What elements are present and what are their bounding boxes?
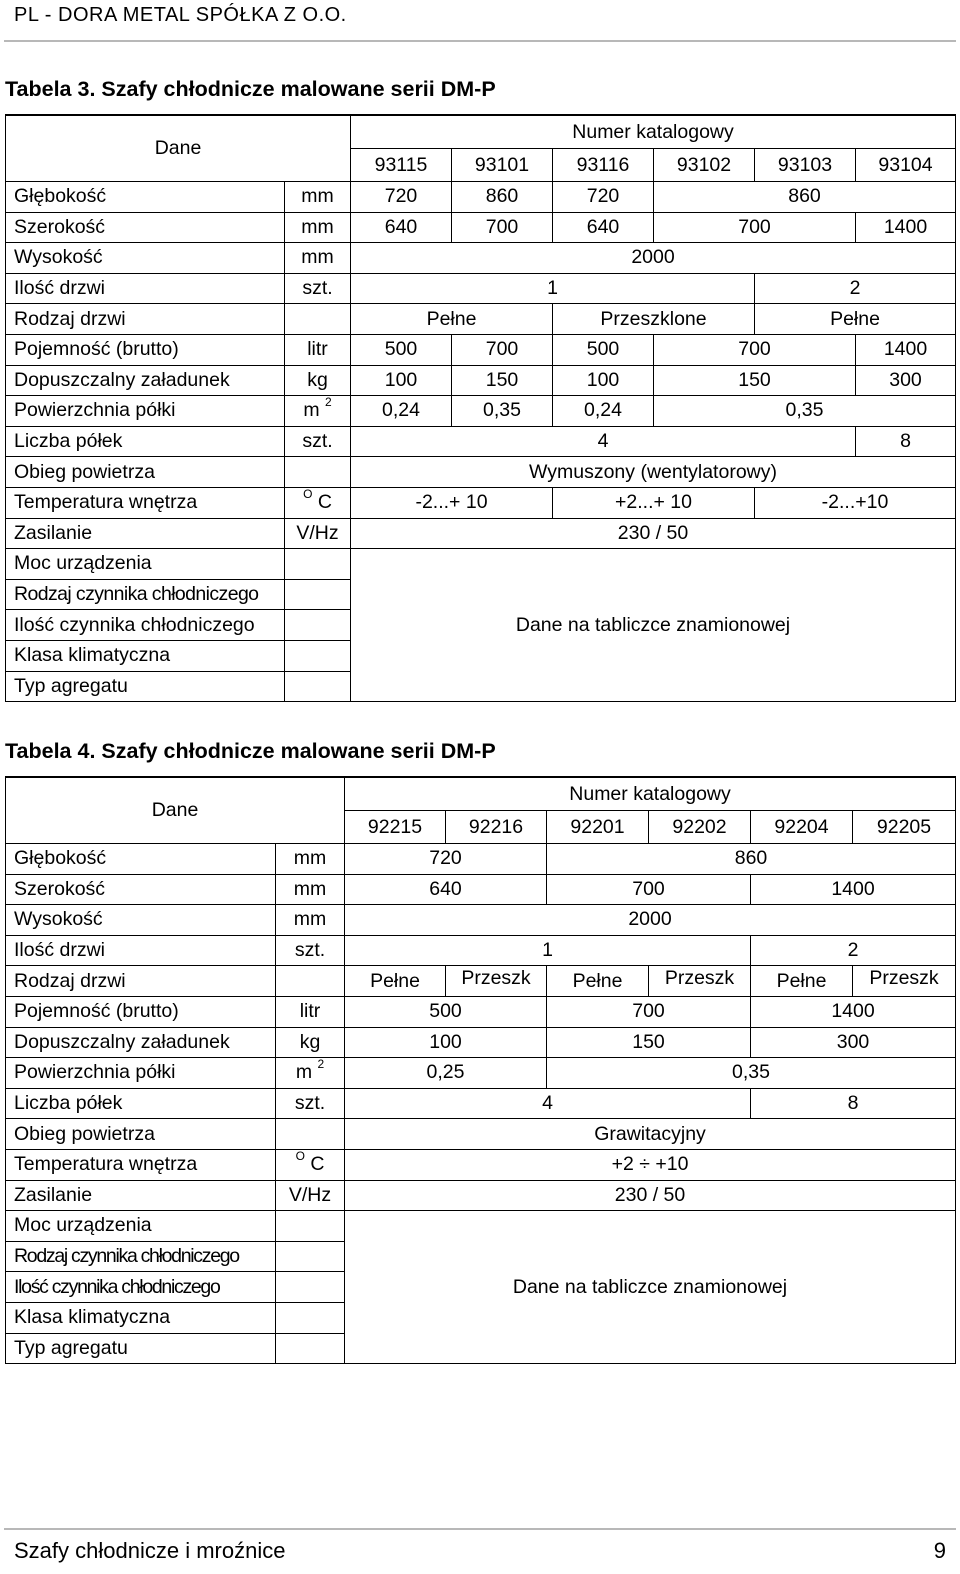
table-row — [6, 1119, 956, 1150]
table-cell: 1400 — [751, 874, 956, 905]
table-row — [6, 1211, 956, 1242]
table-cell: 1400 — [751, 996, 956, 1027]
footer-title: Szafy chłodnicze i mroźnice — [14, 1538, 286, 1563]
row-label: Szerokość — [6, 212, 285, 243]
row-unit: kg — [285, 365, 351, 396]
row-label: Typ agregatu — [6, 1333, 276, 1364]
table-row — [6, 966, 956, 997]
row-label: Temperatura wnętrza — [6, 1149, 276, 1180]
table-cell: 0,35 — [654, 396, 956, 427]
catalog-number: 93116 — [553, 149, 654, 182]
row-unit: mm — [285, 243, 351, 274]
table-cell: Pełne — [351, 304, 553, 335]
row-label: Głębokość — [6, 182, 285, 213]
row-label: Obieg powietrza — [6, 1119, 276, 1150]
table-row — [6, 212, 956, 243]
row-label: Rodzaj drzwi — [6, 304, 285, 335]
row-label: Powierzchnia półki — [6, 1058, 276, 1089]
table-row — [6, 549, 956, 580]
row-unit: mm — [276, 905, 345, 936]
page-number: 9 — [933, 1538, 946, 1563]
row-unit — [285, 549, 351, 580]
table-cell: 2 — [751, 935, 956, 966]
row-label: Klasa klimatyczna — [6, 1302, 276, 1333]
truncated-text: Przeszk — [461, 966, 531, 989]
table-cell: 640 — [345, 874, 547, 905]
table-cell: 100 — [553, 365, 654, 396]
nameplate-note: Dane na tabliczce znamionowej — [351, 549, 956, 702]
table-cell: 700 — [654, 212, 856, 243]
table-row — [6, 905, 956, 936]
row-label: Pojemność (brutto) — [6, 334, 285, 365]
row-label: Zasilanie — [6, 518, 285, 549]
row-unit: mm — [285, 212, 351, 243]
table-row — [6, 182, 956, 213]
row-label: Dopuszczalny załadunek — [6, 365, 285, 396]
table-cell: 2 — [755, 273, 956, 304]
row-label: Powierzchnia półki — [6, 396, 285, 427]
row-label: Rodzaj czynnika chłodniczego — [6, 1241, 276, 1272]
table-cell: Pełne — [755, 304, 956, 335]
row-unit — [285, 610, 351, 641]
table-cell: 1 — [351, 273, 755, 304]
row-label: Wysokość — [6, 905, 276, 936]
row-unit — [285, 304, 351, 335]
catalog-number-header: Numer katalogowy — [351, 115, 956, 149]
row-unit: mm — [285, 182, 351, 213]
nameplate-note: Dane na tabliczce znamionowej — [345, 1211, 956, 1364]
table-cell: 100 — [351, 365, 452, 396]
row-unit — [276, 1272, 345, 1303]
row-label: Rodzaj drzwi — [6, 966, 276, 997]
catalog-number: 92202 — [649, 811, 751, 844]
degree-superscript: O — [303, 487, 313, 502]
row-label: Klasa klimatyczna — [6, 640, 285, 671]
row-unit: mm — [276, 844, 345, 875]
row-unit: litr — [276, 996, 345, 1027]
table-row — [6, 1149, 956, 1180]
header-divider — [4, 40, 956, 42]
table4-caption: Tabela 4. Szafy chłodnicze malowane serii DM-P — [5, 739, 496, 763]
catalog-number: 93102 — [654, 149, 755, 182]
table-row — [6, 243, 956, 274]
table-cell: 1400 — [856, 334, 956, 365]
row-unit — [285, 579, 351, 610]
row-unit — [285, 640, 351, 671]
table-row — [6, 396, 956, 427]
table-cell: 150 — [452, 365, 553, 396]
row-label: Obieg powietrza — [6, 457, 285, 488]
row-unit: szt. — [276, 1088, 345, 1119]
table-cell: 300 — [856, 365, 956, 396]
row-label: Typ agregatu — [6, 671, 285, 702]
company-name: PL - DORA METAL SPÓŁKA Z O.O. — [14, 4, 347, 26]
table-cell: 2000 — [351, 243, 956, 274]
table-cell: 2000 — [345, 905, 956, 936]
row-label: Temperatura wnętrza — [6, 487, 285, 518]
row-unit: szt. — [285, 426, 351, 457]
table-row — [6, 115, 956, 149]
catalog-number: 93103 — [755, 149, 856, 182]
row-unit: V/Hz — [276, 1180, 345, 1211]
row-unit — [285, 487, 351, 518]
table-cell: 860 — [547, 844, 956, 875]
table-cell: 500 — [345, 996, 547, 1027]
row-label: Ilość drzwi — [6, 273, 285, 304]
row-label: Moc urządzenia — [6, 1211, 276, 1242]
table-cell: 150 — [654, 365, 856, 396]
catalog-number: 93101 — [452, 149, 553, 182]
table-row — [6, 304, 956, 335]
table-row — [6, 273, 956, 304]
row-unit: szt. — [276, 935, 345, 966]
unit-superscript: 2 — [317, 1057, 325, 1072]
row-label: Moc urządzenia — [6, 549, 285, 580]
table-row — [6, 996, 956, 1027]
truncated-text: Przeszk — [869, 966, 939, 989]
row-unit — [276, 1119, 345, 1150]
table-cell: 0,24 — [553, 396, 654, 427]
table-cell: 8 — [856, 426, 956, 457]
row-label: Wysokość — [6, 243, 285, 274]
table-cell: 640 — [553, 212, 654, 243]
table-cell: 8 — [751, 1088, 956, 1119]
row-unit — [276, 966, 345, 997]
table-cell: Grawitacyjny — [345, 1119, 956, 1150]
table-cell: 700 — [452, 212, 553, 243]
unit-text: C — [317, 491, 332, 514]
table-cell: 860 — [654, 182, 956, 213]
table-cell: 300 — [751, 1027, 956, 1058]
row-unit — [285, 396, 351, 427]
table-cell: Pełne — [345, 966, 446, 997]
table-cell: 0,24 — [351, 396, 452, 427]
table-cell: 4 — [351, 426, 856, 457]
catalog-number-header: Numer katalogowy — [345, 777, 956, 811]
table-cell: 0,25 — [345, 1058, 547, 1089]
table3 — [5, 114, 956, 702]
table-cell: 100 — [345, 1027, 547, 1058]
row-unit: kg — [276, 1027, 345, 1058]
catalog-number: 92215 — [345, 811, 446, 844]
table-cell: 150 — [547, 1027, 751, 1058]
table-cell: 720 — [553, 182, 654, 213]
table-cell: 640 — [351, 212, 452, 243]
table-cell: 0,35 — [547, 1058, 956, 1089]
table4 — [5, 776, 956, 1364]
catalog-number: 93115 — [351, 149, 452, 182]
table-cell: 230 / 50 — [351, 518, 956, 549]
table-row — [6, 1027, 956, 1058]
truncated-text: Przeszk — [664, 966, 735, 989]
table-cell: 700 — [547, 996, 751, 1027]
table-cell: Wymuszony (wentylatorowy) — [351, 457, 956, 488]
table-row — [6, 874, 956, 905]
row-label: Zasilanie — [6, 1180, 276, 1211]
table-row — [6, 844, 956, 875]
table-row — [6, 935, 956, 966]
table-cell: 720 — [351, 182, 452, 213]
unit-text: m — [295, 1061, 313, 1084]
unit-text: m — [303, 399, 320, 422]
table-cell: 4 — [345, 1088, 751, 1119]
table-row — [6, 426, 956, 457]
table-cell: +2 ÷ +10 — [345, 1149, 956, 1180]
table-cell: 700 — [452, 334, 553, 365]
table-row — [6, 1058, 956, 1089]
dane-header: Dane — [6, 777, 345, 844]
row-unit: V/Hz — [285, 518, 351, 549]
table-row — [6, 1180, 956, 1211]
catalog-number: 93104 — [856, 149, 956, 182]
table-cell — [649, 966, 751, 997]
table-cell: 700 — [547, 874, 751, 905]
unit-superscript: 2 — [324, 395, 332, 410]
table-row — [6, 518, 956, 549]
row-unit — [276, 1149, 345, 1180]
footer-divider — [4, 1528, 956, 1530]
table-cell: Przeszklone — [553, 304, 755, 335]
table-cell: -2...+ 10 — [351, 487, 553, 518]
table-row — [6, 487, 956, 518]
row-unit: szt. — [285, 273, 351, 304]
row-unit — [276, 1241, 345, 1272]
table-cell: Pełne — [547, 966, 649, 997]
table-cell: Pełne — [751, 966, 853, 997]
row-label: Ilość czynnika chłodniczego — [6, 610, 285, 641]
table-cell: 860 — [452, 182, 553, 213]
row-unit: mm — [276, 874, 345, 905]
row-label: Rodzaj czynnika chłodniczego — [6, 579, 285, 610]
table-row — [6, 777, 956, 811]
table-row — [6, 334, 956, 365]
catalog-number: 92201 — [547, 811, 649, 844]
catalog-number: 92216 — [446, 811, 547, 844]
row-unit: litr — [285, 334, 351, 365]
row-label: Ilość czynnika chłodniczego — [6, 1272, 276, 1303]
table-cell: 230 / 50 — [345, 1180, 956, 1211]
catalog-number: 92205 — [853, 811, 956, 844]
table-cell — [446, 966, 547, 997]
table-cell: +2...+ 10 — [553, 487, 755, 518]
table-cell: 720 — [345, 844, 547, 875]
row-unit — [276, 1058, 345, 1089]
row-label: Głębokość — [6, 844, 276, 875]
row-unit — [276, 1211, 345, 1242]
table-cell: 500 — [553, 334, 654, 365]
table-cell: 700 — [654, 334, 856, 365]
row-unit — [276, 1302, 345, 1333]
table-cell: -2...+10 — [755, 487, 956, 518]
row-label: Szerokość — [6, 874, 276, 905]
row-label: Dopuszczalny załadunek — [6, 1027, 276, 1058]
row-unit — [285, 457, 351, 488]
table-cell: 0,35 — [452, 396, 553, 427]
row-unit — [276, 1333, 345, 1364]
row-label: Pojemność (brutto) — [6, 996, 276, 1027]
table-row — [6, 1088, 956, 1119]
row-label: Liczba półek — [6, 1088, 276, 1119]
table-row — [6, 457, 956, 488]
table-cell: 1 — [345, 935, 751, 966]
row-label: Ilość drzwi — [6, 935, 276, 966]
unit-text: C — [310, 1153, 325, 1176]
table3-caption: Tabela 3. Szafy chłodnicze malowane serii DM-P — [5, 77, 496, 101]
row-unit — [285, 671, 351, 702]
table-cell: 1400 — [856, 212, 956, 243]
row-label: Liczba półek — [6, 426, 285, 457]
table-cell: 500 — [351, 334, 452, 365]
catalog-number: 92204 — [751, 811, 853, 844]
table-row — [6, 365, 956, 396]
table-cell — [853, 966, 956, 997]
degree-superscript: O — [295, 1149, 305, 1164]
dane-header: Dane — [6, 115, 351, 182]
